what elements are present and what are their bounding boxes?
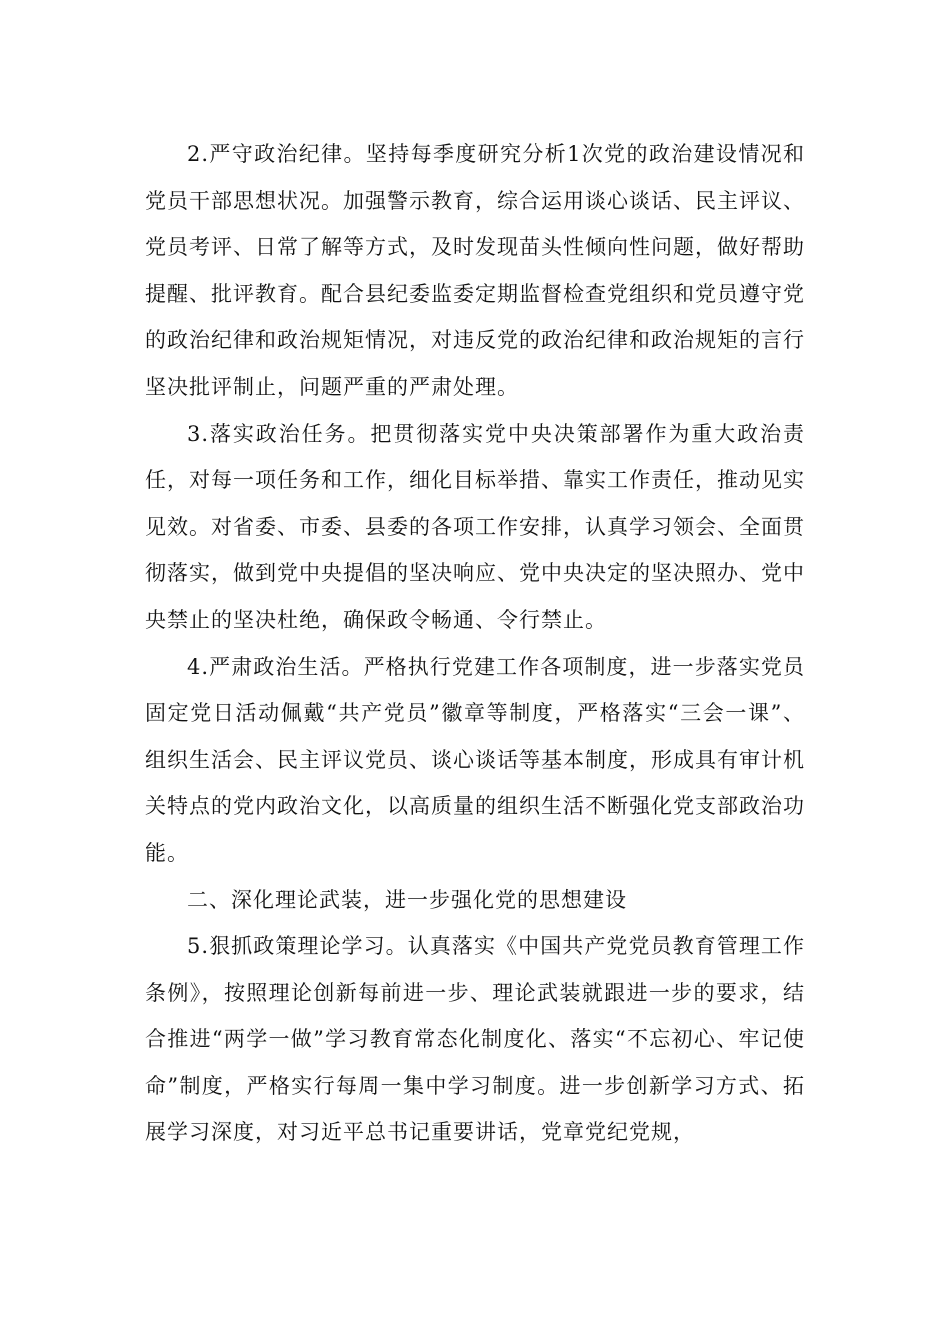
document-body [145, 131, 805, 1156]
paragraph-political-discipline: 2.严守政治纪律。坚持每季度研究分析1次党的政治建设情况和党员干部思想状况。加强警示教育，综合运用谈心谈话、民主评议、党员考评、日常了解等方式，及时发现苗头性倾向性问题，做好帮助提醒、批评教育。配合县纪委监委定期监督检查党组织和党员遵守党的政治纪律和政治规矩情况，对违反党的政治纪律和政治规矩的言行坚决批评制止，问题严重的严肃处理。 [145, 142, 805, 399]
paragraph-policy-theory-study: 5.狠抓政策理论学习。认真落实《中国共产党党员教育管理工作条例》，按照理论创新每前进一步、理论武装就跟进一步的要求，结合推进“两学一做”学习教育常态化制度化、落实“不忘初心、牢记使命”制度，严格实行每周一集中学习制度。进一步创新学习方式、拓展学习深度，对习近平总书记重要讲话，党章党纪党规， [145, 934, 805, 1145]
paragraph-political-life: 4.严肃政治生活。严格执行党建工作各项制度，进一步落实党员固定党日活动佩戴“共产党员”徽章等制度，严格落实“三会一课”、组织生活会、民主评议党员、谈心谈话等基本制度，形成具有审计机关特点的党内政治文化，以高质量的组织生活不断强化党支部政治功能。 [145, 654, 805, 865]
section-heading-theory-armament: 二、深化理论武装，进一步强化党的思想建设 [187, 887, 627, 912]
paragraph-political-tasks: 3.落实政治任务。把贯彻落实党中央决策部署作为重大政治责任，对每一项任务和工作，细化目标举措、靠实工作责任，推动见实见效。对省委、市委、县委的各项工作安排，认真学习领会、全面贯彻落实，做到党中央提倡的坚决响应、党中央决定的坚决照办、党中央禁止的坚决杜绝，确保政令畅通、令行禁止。 [145, 421, 805, 632]
